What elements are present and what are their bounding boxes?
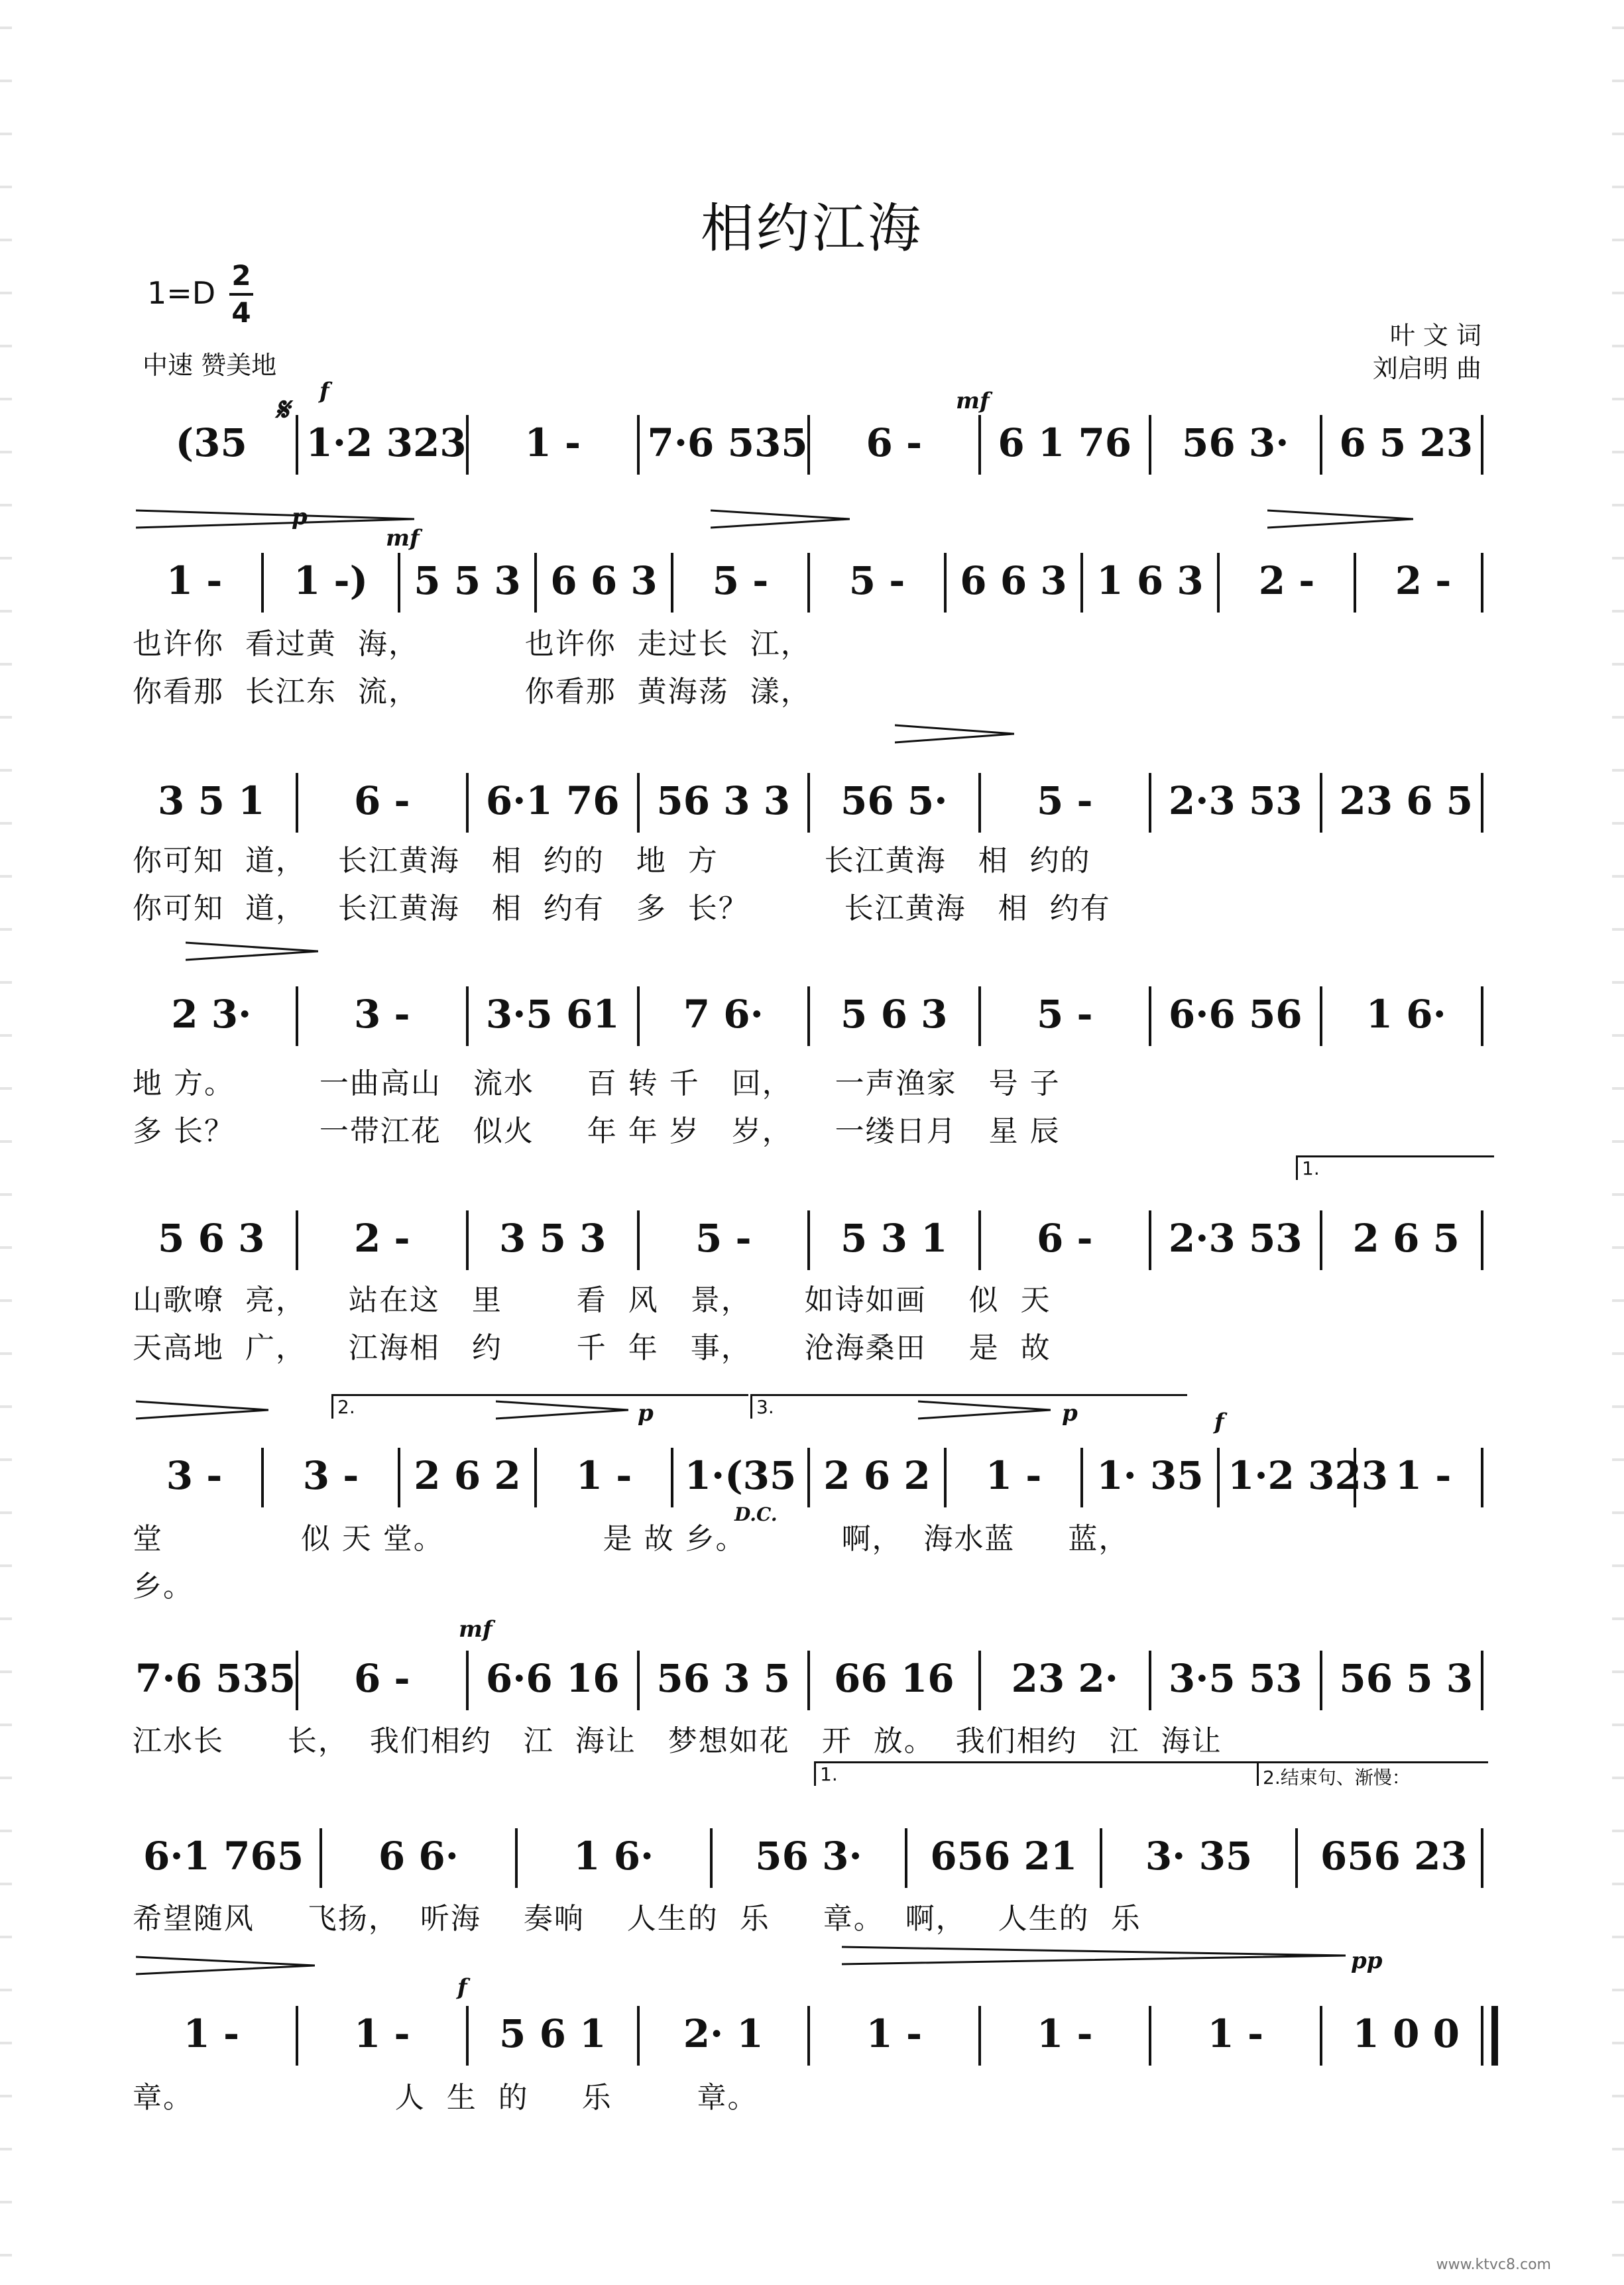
barline bbox=[1080, 1448, 1083, 1507]
time-signature bbox=[229, 260, 253, 329]
lyric-line: 也许你 看过黄 海， 也许你 走过长 江， bbox=[133, 627, 811, 661]
note-group: 6 - bbox=[353, 778, 410, 823]
note-group: 3 - bbox=[353, 992, 410, 1037]
note-group: 5 - bbox=[1036, 992, 1093, 1037]
barline bbox=[637, 1210, 640, 1270]
barline bbox=[1320, 986, 1322, 1046]
note-group: 656 23 bbox=[1320, 1834, 1468, 1879]
barline bbox=[978, 986, 981, 1046]
note-group: 6·1 76 bbox=[485, 778, 620, 823]
volta-end: 2.结束句、渐慢： bbox=[1257, 1761, 1488, 1786]
volta-2: 2. bbox=[331, 1394, 748, 1419]
barline bbox=[978, 1210, 981, 1270]
hairpin-mark bbox=[711, 509, 850, 529]
barline bbox=[1100, 1828, 1102, 1888]
barline bbox=[261, 1448, 264, 1507]
note-group: 66 16 bbox=[833, 1656, 955, 1701]
barline bbox=[807, 415, 810, 475]
notation-system bbox=[126, 1218, 1491, 1285]
lyric-line: 乡。 bbox=[133, 1570, 194, 1604]
lyric-line: 多 长？ 一带江花 似火 年 年 岁 岁， 一缕日月 星 辰 bbox=[133, 1114, 1061, 1148]
dc-mark: D.C. bbox=[734, 1503, 778, 1525]
note-group: 5 6 3 bbox=[841, 992, 948, 1037]
barline bbox=[1217, 1448, 1220, 1507]
hairpin-mark bbox=[136, 509, 414, 529]
note-group: 2· 1 bbox=[683, 2011, 764, 2056]
time-bottom: 4 bbox=[231, 296, 251, 329]
barline bbox=[1481, 1828, 1483, 1888]
note-group: 6·1 765 bbox=[143, 1834, 304, 1879]
note-group: 56 3· bbox=[755, 1834, 862, 1879]
barline bbox=[1149, 415, 1151, 475]
dynamic-p: p bbox=[292, 504, 308, 530]
watermark: www.ktvc8.com bbox=[1436, 2256, 1551, 2273]
barline bbox=[905, 1828, 907, 1888]
barline bbox=[1481, 553, 1483, 613]
barline bbox=[1354, 1448, 1356, 1507]
note-group: 1 - bbox=[866, 2011, 923, 2056]
right-border bbox=[1612, 0, 1624, 2285]
barline bbox=[710, 1828, 713, 1888]
barline bbox=[978, 415, 981, 475]
dynamic-pp: pp bbox=[1351, 1948, 1383, 1974]
barline bbox=[398, 1448, 400, 1507]
note-group: 56 5 3 bbox=[1339, 1656, 1474, 1701]
dynamic-mf: mf bbox=[459, 1616, 493, 1643]
note-group: 1 0 0 bbox=[1352, 2011, 1460, 2056]
barline bbox=[1320, 1651, 1322, 1710]
barline bbox=[944, 553, 947, 613]
note-group: 1·(35 bbox=[684, 1453, 797, 1498]
note-group: 2 6 5 bbox=[1352, 1216, 1460, 1261]
barline bbox=[807, 773, 810, 833]
barline bbox=[1481, 2006, 1498, 2066]
barline bbox=[1149, 2006, 1151, 2066]
note-group: 56 3 3 bbox=[656, 778, 791, 823]
barline bbox=[466, 1210, 469, 1270]
note-group: 1 - bbox=[575, 1453, 632, 1498]
note-group: 1 - bbox=[1207, 2011, 1264, 2056]
volta-1: 1. bbox=[1296, 1155, 1494, 1180]
note-group: 3 - bbox=[302, 1453, 359, 1498]
barline bbox=[1481, 1448, 1483, 1507]
hairpin-mark bbox=[895, 724, 1014, 744]
barline bbox=[1481, 773, 1483, 833]
left-border bbox=[0, 0, 12, 2285]
note-group: 2 - bbox=[1395, 558, 1452, 603]
note-group: 1 6· bbox=[573, 1834, 654, 1879]
barline bbox=[978, 1651, 981, 1710]
note-group: 1 - bbox=[1036, 2011, 1093, 2056]
note-group: 5 3 1 bbox=[841, 1216, 948, 1261]
barline bbox=[1217, 553, 1220, 613]
barline bbox=[978, 2006, 981, 2066]
note-group: 7·6 535 bbox=[647, 420, 808, 465]
note-group: 2 6 2 bbox=[823, 1453, 931, 1498]
note-group: 1·2 323 bbox=[1228, 1453, 1389, 1498]
hairpin-mark bbox=[186, 941, 318, 961]
barline bbox=[296, 415, 298, 475]
note-group: 6 6 3 bbox=[550, 558, 658, 603]
note-group: 1 - bbox=[524, 420, 581, 465]
barline bbox=[1320, 415, 1322, 475]
note-group: 5 - bbox=[1036, 778, 1093, 823]
barline bbox=[296, 1210, 298, 1270]
note-group: 2 6 2 bbox=[414, 1453, 521, 1498]
note-group: 7·6 535 bbox=[135, 1656, 296, 1701]
note-group: 656 21 bbox=[930, 1834, 1078, 1879]
note-group: 23 2· bbox=[1011, 1656, 1118, 1701]
dynamic-f: f bbox=[319, 378, 329, 404]
barline bbox=[807, 1210, 810, 1270]
note-group: 23 6 5 bbox=[1339, 778, 1474, 823]
barline bbox=[534, 553, 537, 613]
barline bbox=[671, 1448, 673, 1507]
barline bbox=[1149, 773, 1151, 833]
barline bbox=[398, 553, 400, 613]
lyric-line: 地 方。 一曲高山 流水 百 转 千 回， 一声渔家 号 子 bbox=[133, 1067, 1061, 1100]
key-signature: 1=D bbox=[147, 275, 216, 311]
note-group: 3·5 61 bbox=[485, 992, 620, 1037]
song-title: 相约江海 bbox=[701, 198, 923, 259]
barline bbox=[637, 2006, 640, 2066]
barline bbox=[1149, 986, 1151, 1046]
notation-system bbox=[126, 994, 1491, 1061]
barline bbox=[466, 1651, 469, 1710]
hairpin-mark bbox=[1267, 509, 1413, 529]
barline bbox=[466, 773, 469, 833]
notation-system bbox=[126, 2011, 1491, 2080]
barline bbox=[296, 986, 298, 1046]
note-group: 2 - bbox=[1258, 558, 1315, 603]
barline bbox=[1149, 1210, 1151, 1270]
note-group: 1· 35 bbox=[1096, 1453, 1204, 1498]
barline bbox=[1320, 1210, 1322, 1270]
note-group: 1 6· bbox=[1365, 992, 1446, 1037]
lyric-line: 你可知 道， 长江黄海 相 约的 地 方 长江黄海 相 约的 bbox=[133, 844, 1091, 878]
dynamic-mf: mf bbox=[956, 388, 990, 414]
note-group: 5 - bbox=[695, 1216, 752, 1261]
note-group: 6·6 56 bbox=[1168, 992, 1303, 1037]
volta-1: 1. bbox=[814, 1761, 1257, 1786]
barline bbox=[296, 773, 298, 833]
barline bbox=[296, 2006, 298, 2066]
time-top: 2 bbox=[231, 259, 251, 292]
tempo-marking: 中速 赞美地 bbox=[143, 351, 277, 380]
barline bbox=[807, 1448, 810, 1507]
note-group: 3 5 3 bbox=[499, 1216, 607, 1261]
dynamic-f: f bbox=[1214, 1409, 1224, 1435]
barline bbox=[671, 553, 673, 613]
note-group: 2 - bbox=[353, 1216, 410, 1261]
barline bbox=[637, 415, 640, 475]
lyric-line: 天高地 广， 江海相 约 千 年 事， 沧海桑田 是 故 bbox=[133, 1331, 1051, 1365]
barline bbox=[1320, 2006, 1322, 2066]
segno-mark: 𝄋 bbox=[275, 391, 289, 428]
lyric-line: 山歌嘹 亮， 站在这 里 看 风 景， 如诗如画 似 天 bbox=[133, 1283, 1051, 1317]
barline bbox=[807, 2006, 810, 2066]
note-group: 3 5 1 bbox=[158, 778, 265, 823]
note-group: 3 - bbox=[166, 1453, 223, 1498]
note-group: 6 5 23 bbox=[1339, 420, 1474, 465]
note-group: 1 - bbox=[166, 558, 223, 603]
barline bbox=[1481, 1651, 1483, 1710]
dynamic-p: p bbox=[638, 1400, 654, 1427]
barline bbox=[637, 773, 640, 833]
lyric-line: 堂 似 天 堂。 是 故 乡。 啊， 海水蓝 蓝， bbox=[133, 1522, 1130, 1556]
note-group: 1 - bbox=[1395, 1453, 1452, 1498]
barline bbox=[807, 986, 810, 1046]
note-group: 1 -) bbox=[293, 558, 369, 603]
note-group: 2·3 53 bbox=[1168, 1216, 1303, 1261]
barline bbox=[1295, 1828, 1298, 1888]
barline bbox=[944, 1448, 947, 1507]
lyric-line: 你可知 道， 长江黄海 相 约有 多 长？ 长江黄海 相 约有 bbox=[133, 892, 1111, 925]
volta-3: 3. bbox=[750, 1394, 1187, 1419]
barline bbox=[1481, 415, 1483, 475]
notation-system bbox=[126, 558, 1491, 627]
note-group: 2·3 53 bbox=[1168, 778, 1303, 823]
note-group: 3· 35 bbox=[1145, 1834, 1253, 1879]
barline bbox=[807, 553, 810, 613]
lyric-line: 你看那 长江东 流， 你看那 黄海荡 漾， bbox=[133, 675, 811, 709]
notation-system bbox=[126, 420, 1491, 489]
notation-system bbox=[126, 1656, 1491, 1725]
dynamic-mf: mf bbox=[386, 525, 420, 552]
lyric-line: 江水长 长， 我们相约 江 海让 梦想如花 开 放。 我们相约 江 海让 bbox=[133, 1724, 1222, 1758]
barline bbox=[1320, 773, 1322, 833]
note-group: 5 - bbox=[848, 558, 905, 603]
barline bbox=[296, 1651, 298, 1710]
composer-credit: 刘启明 曲 bbox=[1372, 354, 1481, 383]
note-group: 6 - bbox=[1036, 1216, 1093, 1261]
notation-system bbox=[126, 1453, 1491, 1522]
barline bbox=[319, 1828, 322, 1888]
note-group: (35 bbox=[175, 420, 247, 465]
note-group: 2 3· bbox=[171, 992, 252, 1037]
barline bbox=[1354, 553, 1356, 613]
note-group: 5 6 3 bbox=[158, 1216, 265, 1261]
barline bbox=[1481, 1210, 1483, 1270]
note-group: 5 6 1 bbox=[499, 2011, 607, 2056]
barline bbox=[637, 986, 640, 1046]
hairpin-mark bbox=[136, 1400, 268, 1420]
note-group: 6 6· bbox=[378, 1834, 459, 1879]
note-group: 5 5 3 bbox=[414, 558, 521, 603]
note-group: 3·5 53 bbox=[1168, 1656, 1303, 1701]
note-group: 6 - bbox=[866, 420, 923, 465]
barline bbox=[261, 553, 264, 613]
barline bbox=[466, 415, 469, 475]
lyricist-credit: 叶 文 词 bbox=[1389, 321, 1481, 350]
note-group: 1 6 3 bbox=[1096, 558, 1204, 603]
note-group: 1·2 323 bbox=[306, 420, 467, 465]
note-group: 1 - bbox=[183, 2011, 240, 2056]
barline bbox=[466, 2006, 469, 2066]
barline bbox=[637, 1651, 640, 1710]
barline bbox=[978, 773, 981, 833]
note-group: 1 - bbox=[985, 1453, 1042, 1498]
lyric-line: 希望随风 飞扬， 听海 奏响 人生的 乐 章。 啊， 人生的 乐 bbox=[133, 1902, 1141, 1936]
barline bbox=[1149, 1651, 1151, 1710]
note-group: 1 - bbox=[353, 2011, 410, 2056]
note-group: 56 3 5 bbox=[656, 1656, 791, 1701]
dynamic-f: f bbox=[457, 1974, 467, 2001]
lyric-line: 章。 人 生 的 乐 章。 bbox=[133, 2081, 758, 2115]
dynamic-p: p bbox=[1062, 1400, 1078, 1427]
note-group: 6 6 3 bbox=[960, 558, 1067, 603]
hairpin-mark bbox=[842, 1946, 1346, 1965]
note-group: 56 3· bbox=[1182, 420, 1289, 465]
notation-system bbox=[126, 1836, 1491, 1903]
note-group: 6 1 76 bbox=[998, 420, 1132, 465]
note-group: 6·6 16 bbox=[485, 1656, 620, 1701]
barline bbox=[534, 1448, 537, 1507]
barline bbox=[1080, 553, 1083, 613]
note-group: 5 - bbox=[712, 558, 769, 603]
note-group: 6 - bbox=[353, 1656, 410, 1701]
note-group: 56 5· bbox=[841, 778, 948, 823]
barline bbox=[466, 986, 469, 1046]
barline bbox=[1481, 986, 1483, 1046]
hairpin-mark bbox=[136, 1956, 315, 1975]
barline bbox=[807, 1651, 810, 1710]
note-group: 7 6· bbox=[683, 992, 764, 1037]
barline bbox=[515, 1828, 518, 1888]
